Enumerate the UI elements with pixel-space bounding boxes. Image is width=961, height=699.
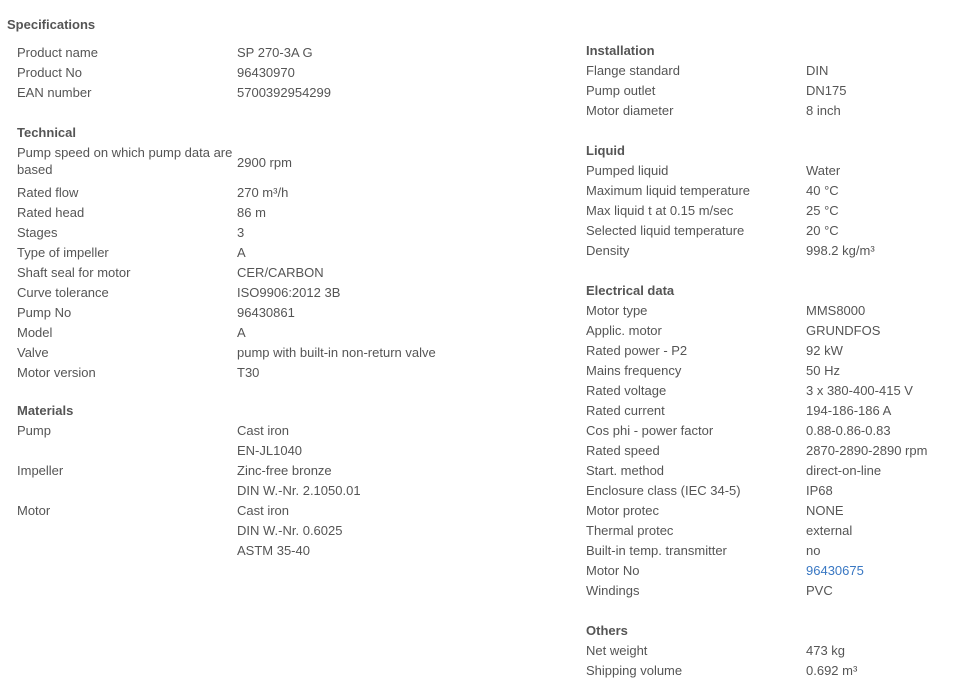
spec-value: 92 kW <box>806 343 843 358</box>
spec-label: Motor version <box>17 365 96 380</box>
spec-row <box>586 641 857 661</box>
spec-row <box>586 201 875 221</box>
spec-row <box>17 303 436 323</box>
spec-value: 0.692 m³ <box>806 663 858 678</box>
spec-label: Motor protec <box>586 503 659 518</box>
section-title-electrical: Electrical data <box>586 283 675 298</box>
spec-value: CER/CARBON <box>237 265 324 280</box>
spec-row-pump-speed <box>17 143 436 183</box>
spec-value: 40 °C <box>806 183 839 198</box>
section-title-others: Others <box>586 623 628 638</box>
spec-row <box>586 221 875 241</box>
spec-value: A <box>237 245 246 260</box>
spec-row-windings <box>586 581 927 601</box>
electrical-section <box>586 281 927 601</box>
spec-row-ean <box>17 83 331 103</box>
spec-row <box>17 243 436 263</box>
spec-value: 96430861 <box>237 305 295 320</box>
liquid-section <box>586 141 875 261</box>
spec-value: 998.2 kg/m³ <box>806 243 875 258</box>
spec-label: Rated flow <box>17 185 79 200</box>
materials-section <box>17 401 361 561</box>
spec-label: Start. method <box>586 463 665 478</box>
spec-row <box>586 421 927 441</box>
spec-value: 86 m <box>237 205 266 220</box>
spec-value: 3 x 380-400-415 V <box>806 383 913 398</box>
spec-value-line: DIN W.-Nr. 2.1050.01 <box>237 483 361 498</box>
spec-value: IP68 <box>806 483 833 498</box>
spec-label: Rated speed <box>586 443 660 458</box>
spec-label: Enclosure class (IEC 34-5) <box>586 483 741 498</box>
motor-no-link[interactable]: 96430675 <box>806 563 864 578</box>
spec-value: SP 270-3A G <box>237 45 313 60</box>
spec-row <box>586 301 927 321</box>
section-title-technical: Technical <box>17 125 77 140</box>
spec-label: Cos phi - power factor <box>586 423 714 438</box>
spec-row <box>17 323 436 343</box>
spec-label: Curve tolerance <box>17 285 109 300</box>
spec-row <box>586 521 927 541</box>
spec-row <box>586 441 927 461</box>
spec-row <box>586 61 846 81</box>
spec-label: Pumped liquid <box>586 163 669 178</box>
spec-label: Maximum liquid temperature <box>586 183 751 198</box>
spec-value: pump with built-in non-return valve <box>237 345 436 360</box>
spec-value: 5700392954299 <box>237 85 331 100</box>
spec-value: DN175 <box>806 83 847 98</box>
spec-label: Pump <box>17 423 51 438</box>
spec-row-product-no <box>17 63 331 83</box>
spec-row-material-motor <box>17 501 361 561</box>
spec-value: 194-186-186 A <box>806 403 892 418</box>
spec-row-material-pump <box>17 421 361 461</box>
spec-label: Motor <box>17 503 51 518</box>
spec-value-line: Cast iron <box>237 503 290 518</box>
spec-row <box>17 283 436 303</box>
spec-value-line: EN-JL1040 <box>237 443 303 458</box>
spec-value: 2870-2890-2890 rpm <box>806 443 928 458</box>
spec-value-line: Zinc-free bronze <box>237 463 332 478</box>
spec-row-motor-no <box>586 561 927 581</box>
spec-label: Stages <box>17 225 58 240</box>
section-title-materials: Materials <box>17 403 74 418</box>
spec-value: 2900 rpm <box>237 155 292 170</box>
spec-row <box>586 401 927 421</box>
installation-section <box>586 41 846 121</box>
spec-row <box>17 183 436 203</box>
spec-value: MMS8000 <box>806 303 866 318</box>
spec-value: 20 °C <box>806 223 839 238</box>
section-title-installation: Installation <box>586 43 655 58</box>
spec-label: Density <box>586 243 630 258</box>
spec-value: 473 kg <box>806 643 846 658</box>
spec-label: Model <box>17 325 53 340</box>
spec-row <box>586 321 927 341</box>
spec-label: Rated current <box>586 403 665 418</box>
spec-value: Water <box>806 163 841 178</box>
spec-value: PVC <box>806 583 833 598</box>
page-title: Specifications <box>7 17 96 32</box>
spec-label: Motor No <box>586 563 640 578</box>
spec-label: Shipping volume <box>586 663 683 678</box>
spec-label: Impeller <box>17 463 64 478</box>
spec-value-line: Cast iron <box>237 423 290 438</box>
spec-row <box>586 241 875 261</box>
spec-row-material-impeller <box>17 461 361 501</box>
others-section <box>586 621 857 681</box>
general-section <box>17 43 331 103</box>
spec-label: Pump speed on which pump data are based <box>17 145 233 177</box>
spec-label: Valve <box>17 345 49 360</box>
spec-label: Mains frequency <box>586 363 682 378</box>
spec-value: no <box>806 543 821 558</box>
spec-row <box>17 203 436 223</box>
technical-section <box>17 123 436 383</box>
spec-value: 50 Hz <box>806 363 840 378</box>
spec-label: EAN number <box>17 85 92 100</box>
spec-row <box>17 223 436 243</box>
spec-row <box>586 181 875 201</box>
spec-value-line: DIN W.-Nr. 0.6025 <box>237 523 343 538</box>
spec-value <box>237 461 361 501</box>
spec-row <box>17 263 436 283</box>
spec-label: Thermal protec <box>586 523 674 538</box>
spec-label: Applic. motor <box>586 323 662 338</box>
spec-value: DIN <box>806 63 829 78</box>
spec-value <box>237 501 361 561</box>
spec-row <box>586 361 927 381</box>
spec-value: 25 °C <box>806 203 839 218</box>
spec-label: Built-in temp. transmitter <box>586 543 727 558</box>
spec-value: 270 m³/h <box>237 185 289 200</box>
spec-label: Product No <box>17 65 83 80</box>
section-title-liquid: Liquid <box>586 143 625 158</box>
spec-value: 3 <box>237 225 245 240</box>
spec-value: NONE <box>806 503 844 518</box>
spec-row <box>586 461 927 481</box>
spec-row <box>586 341 927 361</box>
spec-label: Pump No <box>17 305 72 320</box>
spec-row <box>17 343 436 363</box>
spec-label: Rated voltage <box>586 383 667 398</box>
spec-label: Product name <box>17 45 98 60</box>
spec-value: 96430970 <box>237 65 295 80</box>
spec-row <box>586 541 927 561</box>
spec-value: GRUNDFOS <box>806 323 881 338</box>
spec-label: Motor diameter <box>586 103 674 118</box>
spec-row <box>586 161 875 181</box>
spec-row <box>586 481 927 501</box>
spec-value: 8 inch <box>806 103 841 118</box>
spec-row <box>586 101 846 121</box>
spec-row <box>586 381 927 401</box>
spec-value: external <box>806 523 853 538</box>
spec-label: Pump outlet <box>586 83 656 98</box>
spec-value <box>237 421 361 461</box>
spec-row <box>17 363 436 383</box>
spec-value: A <box>237 325 246 340</box>
spec-value: direct-on-line <box>806 463 882 478</box>
spec-label: Rated power - P2 <box>586 343 688 358</box>
spec-label: Flange standard <box>586 63 680 78</box>
spec-value-line: ASTM 35-40 <box>237 543 310 558</box>
spec-label: Windings <box>586 583 640 598</box>
spec-value: ISO9906:2012 3B <box>237 285 341 300</box>
spec-label: Net weight <box>586 643 648 658</box>
spec-label: Type of impeller <box>17 245 109 260</box>
spec-row <box>586 81 846 101</box>
spec-value: T30 <box>237 365 260 380</box>
spec-row-product-name <box>17 43 331 63</box>
spec-label: Rated head <box>17 205 85 220</box>
spec-row <box>586 501 927 521</box>
spec-label: Motor type <box>586 303 648 318</box>
spec-value: 0.88-0.86-0.83 <box>806 423 891 438</box>
spec-label: Selected liquid temperature <box>586 223 745 238</box>
spec-row <box>586 661 857 681</box>
spec-label: Max liquid t at 0.15 m/sec <box>586 203 734 218</box>
spec-label: Shaft seal for motor <box>17 265 131 280</box>
